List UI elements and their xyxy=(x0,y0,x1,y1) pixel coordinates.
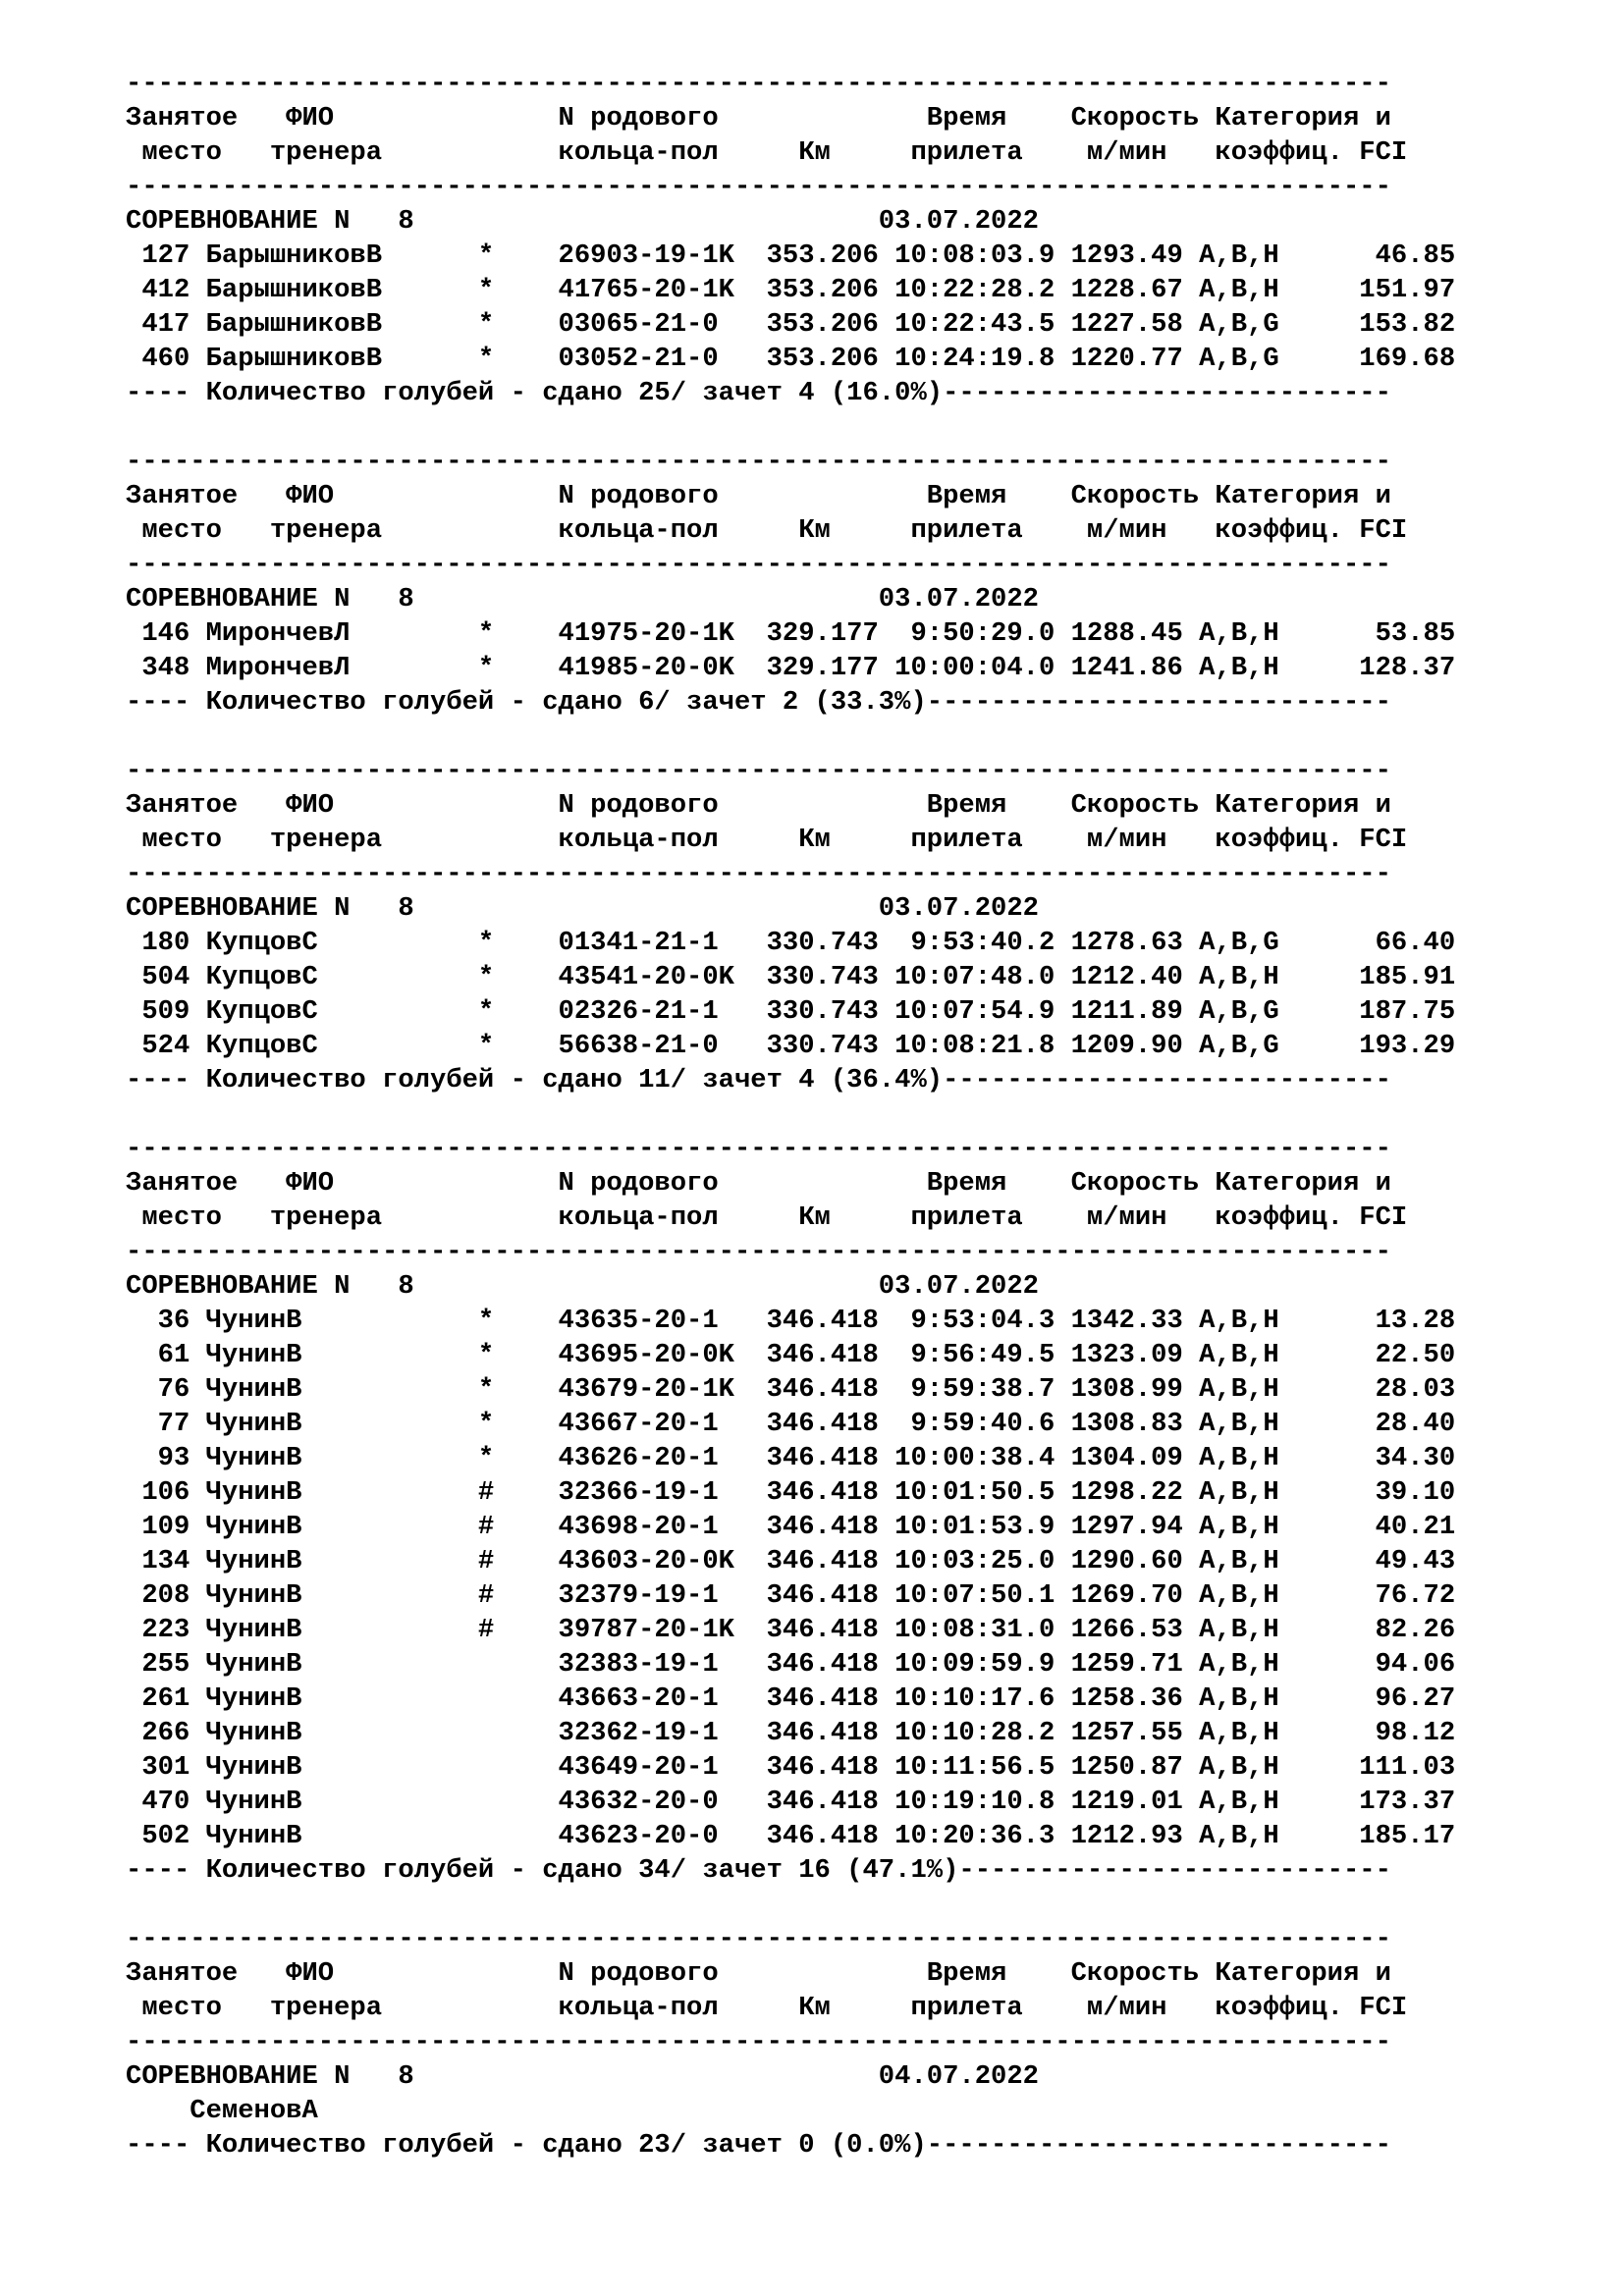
result-row: 76 ЧунинВ * 43679-20-1K 346.418 9:59:38.7 1308.99 A,B,H 28.03 xyxy=(126,1374,1456,1405)
result-row: 208 ЧунинВ # 32379-19-1 346.418 10:07:50.1 1269.70 A,B,H 76.72 xyxy=(126,1580,1456,1611)
result-row: 93 ЧунинВ * 43626-20-1 346.418 10:00:38.4 1304.09 A,B,H 34.30 xyxy=(126,1443,1456,1473)
result-row: 180 КупцовС * 01341-21-1 330.743 9:53:40.2 1278.63 A,B,G 66.40 xyxy=(126,928,1456,958)
column-header-line: место тренера кольца-пол Км прилета м/мин коэффиц. FCI xyxy=(126,825,1408,855)
result-row: 77 ЧунинВ * 43667-20-1 346.418 9:59:40.6 1308.83 A,B,H 28.40 xyxy=(126,1409,1456,1439)
summary-line: ---- Количество голубей - сдано 25/ зачет 4 (16.0%)---------------------------- xyxy=(126,378,1391,408)
summary-line: ---- Количество голубей - сдано 11/ зачет 4 (36.4%)---------------------------- xyxy=(126,1065,1391,1095)
result-row: 301 ЧунинВ 43649-20-1 346.418 10:11:56.5 1250.87 A,B,H 111.03 xyxy=(126,1752,1456,1783)
competition-line: СОРЕВНОВАНИЕ N 8 03.07.2022 xyxy=(126,893,1039,924)
separator-line: ------------------------------------------------------------------------------- xyxy=(126,172,1391,202)
result-row: 109 ЧунинВ # 43698-20-1 346.418 10:01:53.9 1297.94 A,B,H 40.21 xyxy=(126,1512,1456,1542)
result-row: 412 БарышниковВ * 41765-20-1K 353.206 10:22:28.2 1228.67 A,B,H 151.97 xyxy=(126,275,1456,305)
summary-line: ---- Количество голубей - сдано 34/ зачет 16 (47.1%)--------------------------- xyxy=(126,1855,1391,1886)
result-row: 266 ЧунинВ 32362-19-1 346.418 10:10:28.2 1257.55 A,B,H 98.12 xyxy=(126,1718,1456,1748)
result-row: 36 ЧунинВ * 43635-20-1 346.418 9:53:04.3 1342.33 A,B,H 13.28 xyxy=(126,1306,1456,1336)
column-header-line: место тренера кольца-пол Км прилета м/мин коэффиц. FCI xyxy=(126,1993,1408,2023)
summary-line: ---- Количество голубей - сдано 6/ зачет 2 (33.3%)----------------------------- xyxy=(126,687,1391,718)
competition-line: СОРЕВНОВАНИЕ N 8 04.07.2022 xyxy=(126,2061,1039,2092)
result-row: 502 ЧунинВ 43623-20-0 346.418 10:20:36.3 1212.93 A,B,H 185.17 xyxy=(126,1821,1456,1851)
competition-line: СОРЕВНОВАНИЕ N 8 03.07.2022 xyxy=(126,1271,1039,1302)
result-row: 255 ЧунинВ 32383-19-1 346.418 10:09:59.9 1259.71 A,B,H 94.06 xyxy=(126,1649,1456,1680)
result-row: 146 МирончевЛ * 41975-20-1K 329.177 9:50:29.0 1288.45 A,B,H 53.85 xyxy=(126,618,1456,649)
result-row: 524 КупцовС * 56638-21-0 330.743 10:08:21.8 1209.90 A,B,G 193.29 xyxy=(126,1031,1456,1061)
summary-line: ---- Количество голубей - сдано 23/ зачет 0 (0.0%)----------------------------- xyxy=(126,2130,1391,2161)
separator-line: ------------------------------------------------------------------------------- xyxy=(126,859,1391,889)
result-row: 106 ЧунинВ # 32366-19-1 346.418 10:01:50.5 1298.22 A,B,H 39.10 xyxy=(126,1477,1456,1508)
separator-line: ------------------------------------------------------------------------------- xyxy=(126,69,1391,99)
result-row: 504 КупцовС * 43541-20-0K 330.743 10:07:48.0 1212.40 A,B,H 185.91 xyxy=(126,962,1456,992)
result-row: СеменовА xyxy=(126,2096,318,2126)
separator-line: ------------------------------------------------------------------------------- xyxy=(126,1924,1391,1954)
result-row: 127 БарышниковВ * 26903-19-1K 353.206 10:08:03.9 1293.49 A,B,H 46.85 xyxy=(126,240,1456,271)
separator-line: ------------------------------------------------------------------------------- xyxy=(126,447,1391,477)
results-report xyxy=(126,67,1598,2163)
column-header-line: место тренера кольца-пол Км прилета м/мин коэффиц. FCI xyxy=(126,137,1408,168)
column-header-line: Занятое ФИО N родового Время Скорость Категория и xyxy=(126,481,1391,511)
separator-line: ------------------------------------------------------------------------------- xyxy=(126,550,1391,580)
column-header-line: Занятое ФИО N родового Время Скорость Категория и xyxy=(126,103,1391,133)
result-row: 460 БарышниковВ * 03052-21-0 353.206 10:24:19.8 1220.77 A,B,G 169.68 xyxy=(126,344,1456,374)
result-row: 261 ЧунинВ 43663-20-1 346.418 10:10:17.6 1258.36 A,B,H 96.27 xyxy=(126,1683,1456,1714)
separator-line: ------------------------------------------------------------------------------- xyxy=(126,1134,1391,1164)
result-row: 417 БарышниковВ * 03065-21-0 353.206 10:22:43.5 1227.58 A,B,G 153.82 xyxy=(126,309,1456,340)
separator-line: ------------------------------------------------------------------------------- xyxy=(126,2027,1391,2057)
column-header-line: Занятое ФИО N родового Время Скорость Категория и xyxy=(126,1958,1391,1989)
result-row: 134 ЧунинВ # 43603-20-0K 346.418 10:03:25.0 1290.60 A,B,H 49.43 xyxy=(126,1546,1456,1576)
column-header-line: место тренера кольца-пол Км прилета м/мин коэффиц. FCI xyxy=(126,1202,1408,1233)
blank-line xyxy=(126,720,1598,754)
blank-line xyxy=(126,410,1598,445)
result-row: 509 КупцовС * 02326-21-1 330.743 10:07:54.9 1211.89 A,B,G 187.75 xyxy=(126,996,1456,1027)
separator-line: ------------------------------------------------------------------------------- xyxy=(126,756,1391,786)
competition-line: СОРЕВНОВАНИЕ N 8 03.07.2022 xyxy=(126,206,1039,237)
column-header-line: Занятое ФИО N родового Время Скорость Категория и xyxy=(126,790,1391,821)
separator-line: ------------------------------------------------------------------------------- xyxy=(126,1237,1391,1267)
result-row: 61 ЧунинВ * 43695-20-0K 346.418 9:56:49.5 1323.09 A,B,H 22.50 xyxy=(126,1340,1456,1370)
blank-line xyxy=(126,1888,1598,1922)
column-header-line: Занятое ФИО N родового Время Скорость Категория и xyxy=(126,1168,1391,1199)
result-row: 470 ЧунинВ 43632-20-0 346.418 10:19:10.8 1219.01 A,B,H 173.37 xyxy=(126,1787,1456,1817)
result-row: 348 МирончевЛ * 41985-20-0K 329.177 10:00:04.0 1241.86 A,B,H 128.37 xyxy=(126,653,1456,683)
result-row: 223 ЧунинВ # 39787-20-1K 346.418 10:08:31.0 1266.53 A,B,H 82.26 xyxy=(126,1615,1456,1645)
competition-line: СОРЕВНОВАНИЕ N 8 03.07.2022 xyxy=(126,584,1039,614)
column-header-line: место тренера кольца-пол Км прилета м/мин коэффиц. FCI xyxy=(126,515,1408,546)
blank-line xyxy=(126,1097,1598,1132)
